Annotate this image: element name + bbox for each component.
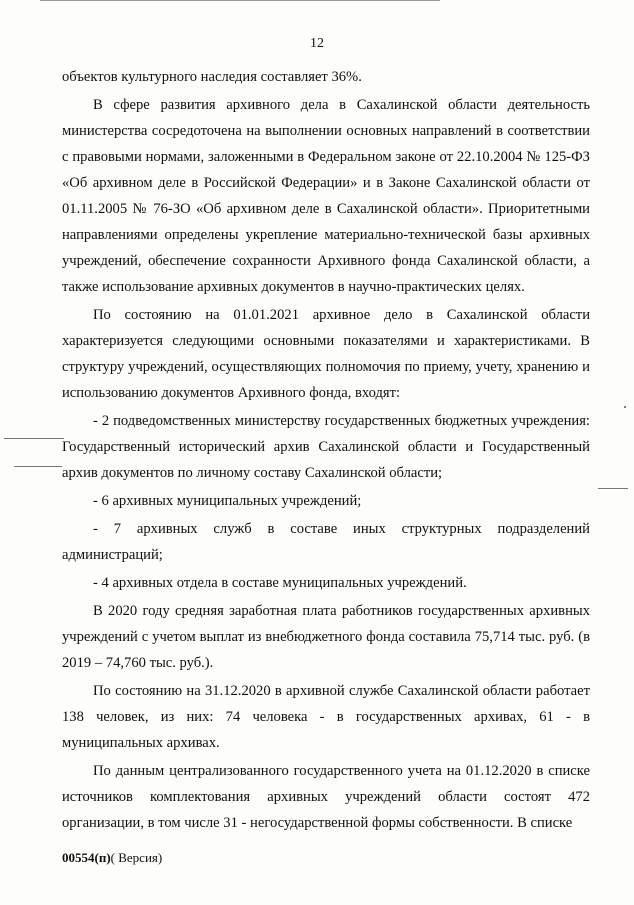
document-body [62,64,590,838]
document-footer [62,850,162,866]
scan-artifact-line [598,488,628,489]
scan-artifact-dot [624,406,626,408]
paragraph-salary: В 2020 году средняя заработная плата работников государственных архивных учреждений с учетом выплат из внебюджетного фонда составила 75,714 тыс. руб. (в 2019 – 74,760 тыс. руб.). [62,603,590,671]
footer-version: ( Версия) [110,850,163,865]
paragraph-staff: По состоянию на 31.12.2020 в архивной службе Сахалинской области работает 138 человек, из них: 74 человека - в государственных архивах, 61 - в муниципальных архивах. [62,683,590,751]
list-item-1: - 2 подведомственных министерству государственных бюджетных учреждения: Государственный исторический архив Сахалинской области и Государственный архив документов по личному составу Сахалинской области; [62,413,590,481]
paragraph-1: объектов культурного наследия составляет 36%. [62,69,362,85]
scan-edge-line [40,0,440,1]
list-item-4: - 4 архивных отдела в составе муниципальных учреждений. [93,575,467,591]
paragraph-registry: По данным централизованного государственного учета на 01.12.2020 в списке источников комплектования архивных учреждений области состоят 472 организации, в том числе 31 - негосударственной формы собственности. В списке [62,763,590,831]
list-item-2: - 6 архивных муниципальных учреждений; [93,493,362,509]
scan-artifact-line [4,438,64,439]
paragraph-2: В сфере развития архивного дела в Сахалинской области деятельность министерства сосредоточена на выполнении основных направлений в соответствии с правовыми нормами, заложенными в Федеральном законе от 22.10.2004 № 125-ФЗ «Об архивном деле в Российской Федерации» и в Законе Сахалинской области от 01.11.2005 № 76-ЗО «Об архивном деле в Сахалинской области». Приоритетными направлениями определены укрепление материально-технической базы архивных учреждений, обеспечение сохранности Архивного фонда Сахалинской области, а также использование архивных документов в научно-практических целях. [62,97,590,295]
page-number: 12 [310,36,324,51]
footer-code: 00554(п) [62,850,111,865]
scan-artifact-line [14,466,62,467]
paragraph-3: По состоянию на 01.01.2021 архивное дело в Сахалинской области характеризуется следующими основными показателями и характеристиками. В структуру учреждений, осуществляющих полномочия по приему, учету, хранению и использованию документов Архивного фонда, входят: [62,307,590,401]
list-item-3: - 7 архивных служб в составе иных структурных подразделений администраций; [62,521,590,563]
